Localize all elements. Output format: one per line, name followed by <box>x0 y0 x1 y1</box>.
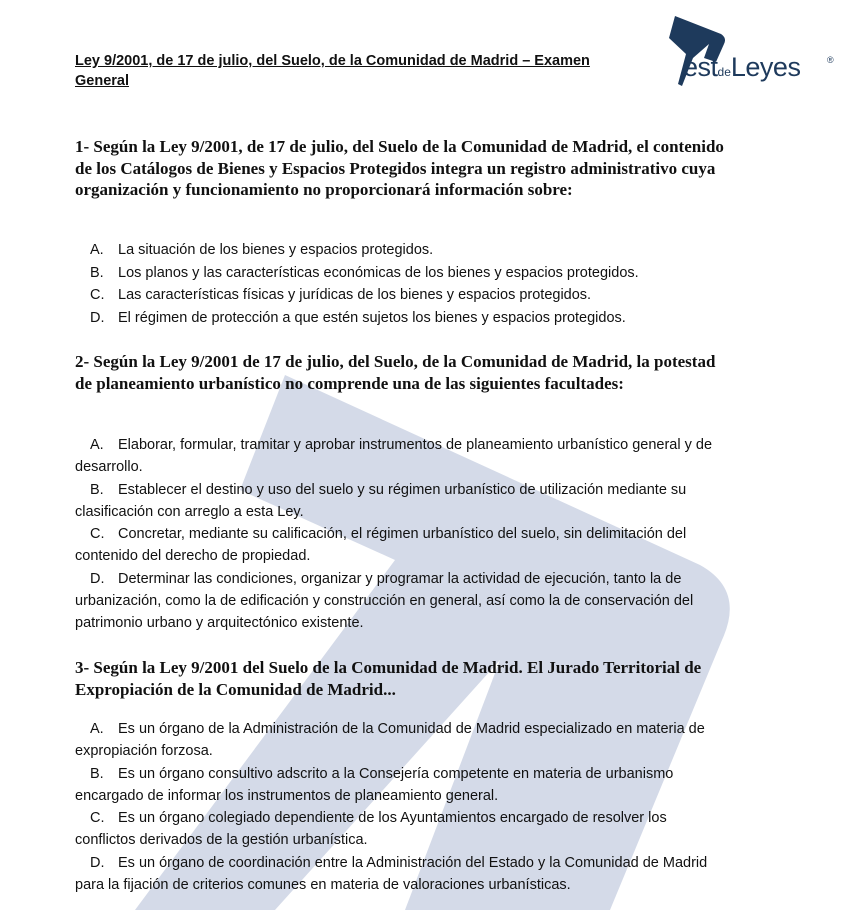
document-title: Ley 9/2001, de 17 de julio, del Suelo, de la Comunidad de Madrid – Examen General <box>75 53 590 89</box>
registered-mark: ® <box>827 55 834 65</box>
option-c: C. Las características físicas y jurídicas de los bienes y espacios protegidos. <box>90 287 592 303</box>
question-2: 2- Según la Ley 9/2001 de 17 de julio, del Suelo, de la Comunidad de Madrid, la potestad de planeamiento urbanístico no comprende una de las siguientes facultades: <box>75 352 716 393</box>
question-3-options <box>75 718 730 896</box>
option-b: B. Establecer el destino y uso del suelo y su régimen urbanístico de utilización mediante su clasificación con arreglo a esta Ley. <box>75 481 687 520</box>
option-a: A. Elaborar, formular, tramitar y aprobar instrumentos de planeamiento urbanístico general y de desarrollo. <box>75 437 713 476</box>
question-1-options <box>75 239 730 329</box>
option-c: C. Concretar, mediante su calificación, el régimen urbanístico del suelo, sin delimitación del contenido del derecho de propiedad. <box>75 526 687 565</box>
option-c: C. Es un órgano colegiado dependiente de los Ayuntamientos encargado de resolver los conflictos derivados de la gestión urbanística. <box>75 810 667 849</box>
option-b: B. Es un órgano consultivo adscrito a la Consejería competente en materia de urbanismo encargado de informar los instrumentos de planeamiento general. <box>75 765 674 804</box>
option-a: A. Es un órgano de la Administración de la Comunidad de Madrid especializado en materia de expropiación forzosa. <box>75 721 705 760</box>
question-2-options <box>75 434 730 635</box>
question-3: 3- Según la Ley 9/2001 del Suelo de la Comunidad de Madrid. El Jurado Territorial de Expropiación de la Comunidad de Madrid... <box>75 658 702 699</box>
option-a: A. La situación de los bienes y espacios protegidos. <box>90 242 434 258</box>
option-d: D. Es un órgano de coordinación entre la Administración del Estado y la Comunidad de Madrid para la fijación de criterios comunes en materia de valoraciones urbanísticas. <box>75 854 708 894</box>
question-1: 1- Según la Ley 9/2001, de 17 de julio, del Suelo de la Comunidad de Madrid, el contenido de los Catálogos de Bienes y Espacios Protegidos integra un registro administrativo cuya organización y funcionamiento no proporcionará información sobre: <box>75 137 724 199</box>
option-d: D. Determinar las condiciones, organizar y programar la actividad de ejecución, tanto la de urbanización, como la de edificación y construcción en general, así como la de conservación del patrimonio urbano y arquitectónico existente. <box>75 570 694 632</box>
logo-wordmark: estdeLeyes <box>683 52 801 82</box>
option-b: B. Los planos y las características económicas de los bienes y espacios protegidos. <box>90 264 639 281</box>
option-d: D. El régimen de protección a que estén sujetos los bienes y espacios protegidos. <box>90 309 626 326</box>
